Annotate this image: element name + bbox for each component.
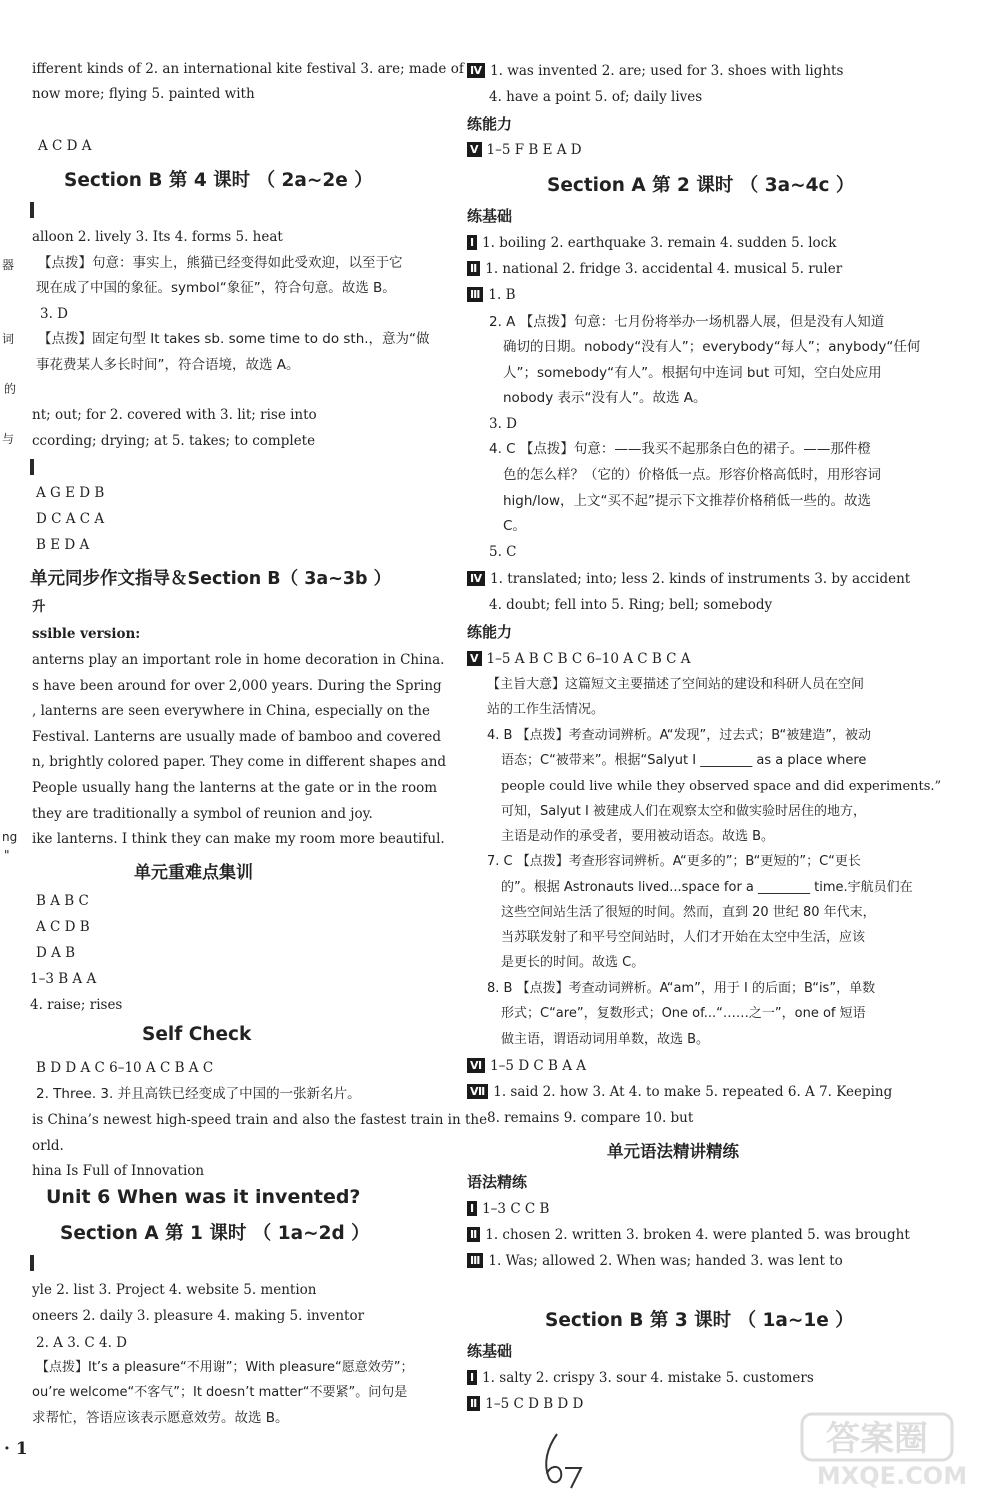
roman-numeral: Ⅰ: [467, 1201, 477, 1216]
sub-heading: 语法精练: [467, 1173, 528, 1191]
margin-fragment: 的: [4, 382, 17, 396]
sub-heading: 练能力: [467, 115, 513, 133]
answer-line: is China’s newest high-speed train and also the fastest train in the: [32, 1112, 488, 1128]
answer-line: 确切的日期。nobody“没有人”；everybody“每人”；anybody“任何: [503, 339, 921, 355]
answer-line: Ⅴ 1–5 A B C B C 6–10 A C B C A: [467, 650, 691, 668]
roman-numeral: Ⅰ: [467, 235, 477, 250]
answer-line: 的”。根据 Astronauts lived...space for a ________ time.宇航员们在: [501, 880, 913, 895]
answer-line: 人”；somebody“有人”。根据句中连词 but 可知，空白处应用: [503, 365, 882, 381]
answer-line: yle 2. list 3. Project 4. website 5. mention: [32, 1282, 317, 1298]
answer-line: 2. Three. 3. 并且高铁已经变成了中国的一张新名片。: [36, 1086, 361, 1102]
section-heading: 单元语法精讲精练: [607, 1142, 739, 1161]
answer-line: 4. C 【点拨】句意：——我买不起那条白色的裙子。——那件橙: [489, 441, 871, 457]
sub-heading: 练基础: [467, 1342, 513, 1360]
answer-line: 【点拨】固定句型 It takes sb. some time to do sth.，意为“做: [38, 331, 430, 347]
essay-line: n, brightly colored paper. They come in different shapes and: [32, 754, 447, 770]
answer-line: A C D B: [36, 919, 90, 935]
answer-line: ou’re welcome“不客气”；It doesn’t matter“不要紧”。问句是: [32, 1385, 408, 1400]
answer-line: A G E D B: [36, 485, 105, 501]
answer-line: 2. A 3. C 4. D: [36, 1335, 127, 1351]
page-number: · 1: [4, 1439, 28, 1459]
margin-fragment: 器: [2, 258, 15, 272]
answer-line: 4. B 【点拨】考查动词辨析。A“发现”，过去式；B“被建造”，被动: [487, 728, 871, 743]
answer-line: C。: [503, 518, 526, 534]
roman-numeral: Ⅳ: [467, 571, 485, 586]
essay-line: s have been around for over 2,000 years. During the Spring: [32, 678, 442, 694]
numeral-mark: [30, 459, 34, 475]
svg-text:MXQE.COM: MXQE.COM: [816, 1462, 968, 1490]
section-heading: Self Check: [142, 1024, 252, 1045]
margin-fragment: 词: [2, 332, 15, 346]
answer-line: Ⅵ 1–5 D C B A A: [467, 1057, 586, 1075]
section-heading: 单元同步作文指导＆Section B（ 3a~3b ）: [30, 569, 392, 589]
answer-line: B E D A: [36, 537, 90, 553]
answer-line: 7. C 【点拨】考查形容词辨析。A“更多的”；B“更短的”；C“更长: [487, 854, 861, 869]
sub-heading: 练能力: [467, 623, 513, 641]
answer-line: 现在成了中国的象征。symbol“象征”，符合句意。故选 B。: [36, 280, 396, 296]
margin-fragment: ": [4, 848, 10, 862]
answer-line: 3. D: [489, 416, 517, 432]
margin-fragment: ng: [2, 830, 18, 844]
answer-line: 1–3 B A A: [30, 971, 97, 987]
sub-heading: ssible version:: [32, 626, 141, 642]
answer-line: 当苏联发射了和平号空间站时，人们才开始在太空中生活，应该: [501, 930, 866, 945]
answer-line: B D D A C 6–10 A C B A C: [36, 1060, 214, 1076]
answer-line: 色的怎么样？（它的）价格低一点。形容价格高低时，用形容词: [503, 467, 881, 483]
roman-numeral: Ⅰ: [467, 1370, 477, 1385]
answer-line: Ⅲ 1. B: [467, 286, 516, 304]
answer-line: 这些空间站生活了很短的时间。然而，直到 20 世纪 80 年代末，: [501, 905, 876, 920]
answer-line: now more; flying 5. painted with: [32, 86, 255, 102]
answer-line: B A B C: [36, 893, 89, 909]
answer-line: 【点拨】句意：事实上，熊猫已经变得如此受欢迎，以至于它: [38, 255, 403, 271]
answer-line: Ⅱ 1. national 2. fridge 3. accidental 4. musical 5. ruler: [467, 260, 842, 278]
roman-numeral: Ⅱ: [467, 261, 480, 276]
answer-line: 可知，Salyut Ⅰ 被建成人们在观察太空和做实验时居住的地方，: [501, 804, 866, 819]
answer-line: oneers 2. daily 3. pleasure 4. making 5. inventor: [32, 1308, 365, 1324]
sub-heading: 升: [32, 599, 46, 615]
numeral-mark: [30, 1255, 34, 1271]
answer-line: 事花费某人多长时间”，符合语境，故选 A。: [36, 357, 300, 373]
answer-line: orld.: [32, 1138, 64, 1154]
answer-line: 2. A 【点拨】句意：七月份将举办一场机器人展，但是没有人知道: [489, 314, 885, 330]
answer-line: nobody 表示“没有人”。故选 A。: [503, 390, 707, 406]
essay-line: Festival. Lanterns are usually made of bamboo and covered: [32, 729, 441, 745]
essay-line: People usually hang the lanterns at the gate or in the room: [32, 780, 438, 796]
answer-line: ifferent kinds of 2. an international kite festival 3. are; made of: [32, 61, 464, 77]
section-heading: 单元重难点集训: [134, 863, 253, 883]
answer-line: Ⅰ 1. boiling 2. earthquake 3. remain 4. sudden 5. lock: [467, 234, 836, 252]
answer-line: ccording; drying; at 5. takes; to complete: [32, 433, 316, 449]
numeral-mark: [30, 202, 34, 218]
answer-line: Ⅳ 1. was invented 2. are; used for 3. shoes with lights: [467, 62, 843, 80]
roman-numeral: Ⅱ: [467, 1227, 480, 1242]
sub-heading: 练基础: [467, 207, 513, 225]
section-heading: Section A 第 2 课时 （ 3a~4c ）: [547, 175, 855, 196]
answer-line: 4. raise; rises: [30, 997, 123, 1013]
answer-line: 站的工作生活情况。: [487, 702, 605, 717]
answer-line: Ⅴ 1–5 F B E A D: [467, 141, 582, 159]
answer-line: 形式；C“are”，复数形式；One of...“……之一”，one of 短语: [501, 1006, 866, 1021]
section-heading: Section B 第 4 课时 （ 2a~2e ）: [64, 170, 373, 191]
answer-line: Ⅰ 1. salty 2. crispy 3. sour 4. mistake 5. customers: [467, 1369, 814, 1387]
answer-line: nt; out; for 2. covered with 3. lit; rise into: [32, 407, 317, 423]
roman-numeral: Ⅴ: [467, 651, 482, 666]
answer-line: high/low，上文“买不起”提示下文推荐价格稍低一些的。故选: [503, 493, 872, 509]
answer-line: 语态；C“被带来”。根据“Salyut Ⅰ ________ as a place where: [501, 753, 867, 768]
answer-line: hina Is Full of Innovation: [32, 1163, 205, 1179]
answer-line: 3. D: [40, 306, 68, 322]
essay-line: ike lanterns. I think they can make my room more beautiful.: [32, 831, 445, 847]
answer-line: 是更长的时间。故选 C。: [501, 955, 645, 970]
answer-line: D C A C A: [36, 511, 105, 527]
answer-line: 8. B 【点拨】考查动词辨析。A“am”，用于 I 的后面；B“is”，单数: [487, 981, 876, 996]
answer-line: Ⅱ 1–5 C D B D D: [467, 1395, 583, 1413]
answer-line: D A B: [36, 945, 76, 961]
handwritten-page-number: [535, 1430, 585, 1490]
answer-line: Ⅶ 1. said 2. how 3. At 4. to make 5. repeated 6. A 7. Keeping: [467, 1083, 892, 1101]
answer-line: 5. C: [489, 544, 517, 560]
answer-line: 4. have a point 5. of; daily lives: [489, 89, 703, 105]
section-heading: Section A 第 1 课时 （ 1a~2d ）: [60, 1223, 370, 1244]
answer-line: Ⅲ 1. Was; allowed 2. When was; handed 3. was lent to: [467, 1252, 843, 1270]
answer-line: Ⅱ 1. chosen 2. written 3. broken 4. were planted 5. was brought: [467, 1226, 910, 1244]
answer-line: 4. doubt; fell into 5. Ring; bell; somebody: [489, 597, 773, 613]
answer-line: Ⅳ 1. translated; into; less 2. kinds of instruments 3. by accident: [467, 570, 910, 588]
roman-numeral: Ⅲ: [467, 1253, 483, 1268]
essay-line: , lanterns are seen everywhere in China, especially on the: [32, 703, 430, 719]
roman-numeral: Ⅳ: [467, 63, 485, 78]
svg-text:答案圈: 答案圈: [826, 1419, 928, 1459]
roman-numeral: Ⅲ: [467, 287, 483, 302]
roman-numeral: Ⅴ: [467, 142, 482, 157]
answer-line: 做主语，谓语动词用单数，故选 B。: [501, 1032, 710, 1047]
answer-line: A C D A: [38, 138, 92, 154]
section-heading: Section B 第 3 课时 （ 1a~1e ）: [545, 1310, 854, 1331]
roman-numeral: Ⅶ: [467, 1084, 488, 1099]
roman-numeral: Ⅵ: [467, 1058, 485, 1073]
answer-line: 【主旨大意】这篇短文主要描述了空间站的建设和科研人员在空间: [487, 677, 865, 692]
answer-line: people could live while they observed space and did experiments.”: [501, 779, 942, 794]
answer-line: 【点拨】It’s a pleasure“不用谢”；With pleasure“愿意效劳”；: [36, 1360, 414, 1375]
answer-line: 求帮忙，答语应该表示愿意效劳。故选 B。: [32, 1410, 289, 1426]
margin-fragment: 与: [2, 432, 15, 446]
answer-line: alloon 2. lively 3. Its 4. forms 5. heat: [32, 229, 283, 245]
essay-line: they are traditionally a symbol of reunion and joy.: [32, 806, 373, 822]
watermark-logo: [792, 1410, 992, 1490]
roman-numeral: Ⅱ: [467, 1396, 480, 1411]
answer-line: 主语是动作的承受者，要用被动语态。故选 B。: [501, 829, 775, 844]
unit-title: Unit 6 When was it invented?: [46, 1186, 361, 1208]
answer-line: 8. remains 9. compare 10. but: [487, 1110, 694, 1126]
essay-line: anterns play an important role in home decoration in China.: [32, 652, 445, 668]
answer-line: Ⅰ 1–3 C C B: [467, 1200, 549, 1218]
